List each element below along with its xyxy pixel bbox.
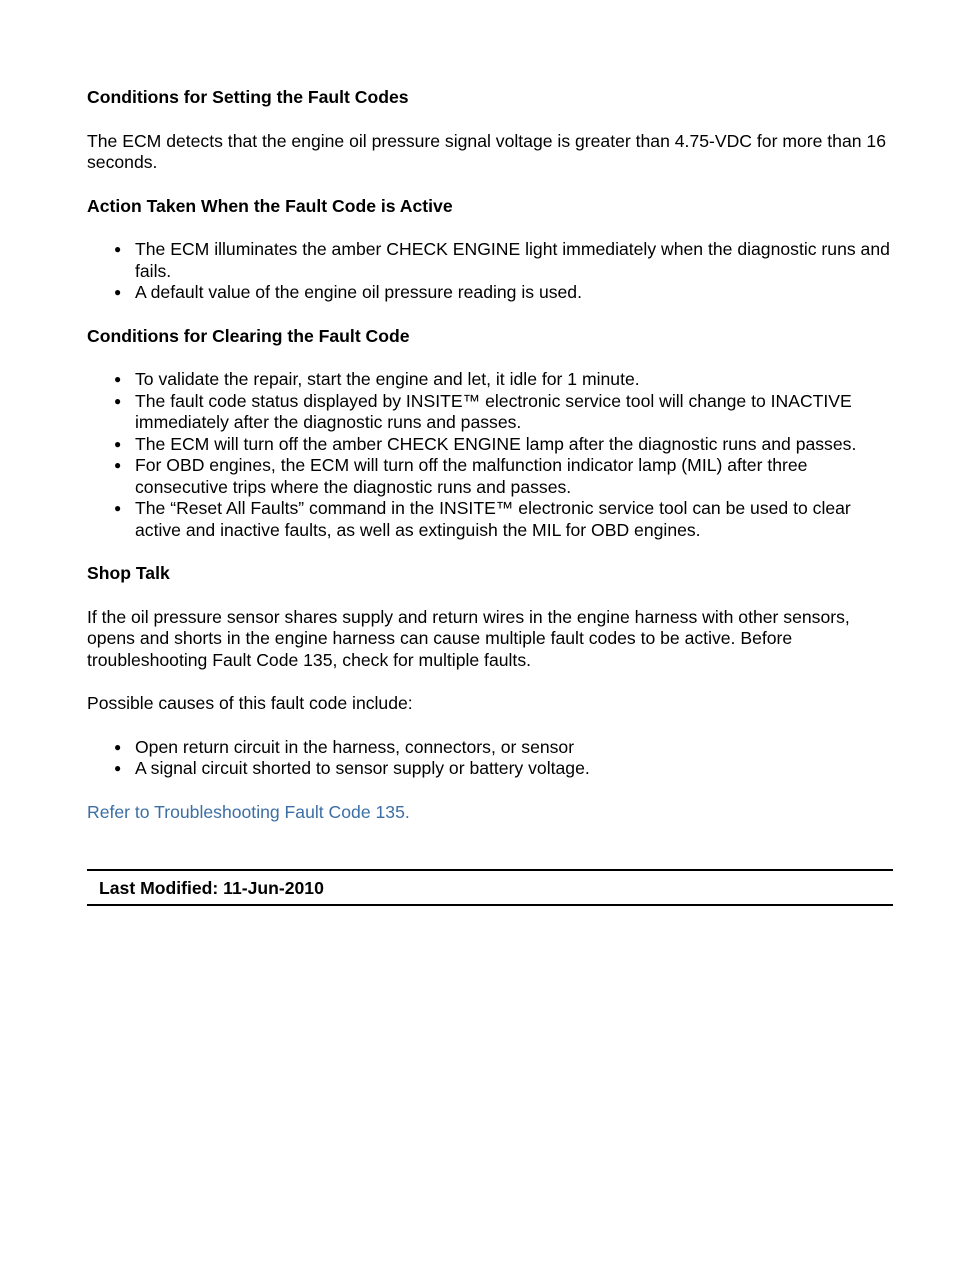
bullet-icon: ● [114, 372, 122, 386]
causes-list [87, 737, 893, 780]
setting-text: The ECM detects that the engine oil pressure signal voltage is greater than 4.75-VDC for more than 16 seconds. [87, 130, 886, 172]
list-item: ● To validate the repair, start the engine and let, it idle for 1 minute. [114, 369, 640, 389]
clearing-heading: Conditions for Clearing the Fault Code [87, 325, 410, 346]
list-item: ● A default value of the engine oil pressure reading is used. [114, 282, 582, 302]
clearing-list [87, 369, 893, 541]
bullet-icon: ● [114, 285, 122, 299]
last-modified-text: Last Modified: 11-Jun-2010 [99, 878, 324, 898]
document-body [87, 87, 893, 823]
list-item: ● The ECM will turn off the amber CHECK ENGINE lamp after the diagnostic runs and passes. [114, 433, 857, 454]
shoptalk-text: If the oil pressure sensor shares supply and return wires in the engine harness with other sensors, opens and shorts in the engine harness can cause multiple fault codes to be active. Before troubleshooting Fault Code 135, check for multiple faults. [87, 606, 850, 670]
action-list [87, 239, 893, 304]
list-item: ● A signal circuit shorted to sensor supply or battery voltage. [114, 758, 590, 778]
bullet-icon: ● [114, 436, 122, 451]
bullet-icon: ● [114, 761, 122, 775]
setting-heading: Conditions for Setting the Fault Codes [87, 87, 409, 107]
bullet-icon: ● [114, 458, 122, 472]
list-item: ● The ECM illuminates the amber CHECK ENGINE light immediately when the diagnostic runs and fails. [114, 239, 890, 281]
last-modified-bar [87, 869, 893, 906]
list-item: ● The “Reset All Faults” command in the INSITE™ electronic service tool can be used to clear active and inactive faults, as well as extinguish the MIL for OBD engines. [114, 498, 851, 540]
list-item: ● The fault code status displayed by INSITE™ electronic service tool will change to INACTIVE immediately after the diagnostic runs and passes. [114, 390, 852, 432]
list-item: ● For OBD engines, the ECM will turn off the malfunction indicator lamp (MIL) after three consecutive trips where the diagnostic runs and passes. [114, 455, 808, 497]
troubleshooting-link[interactable]: Refer to Troubleshooting Fault Code 135. [87, 801, 410, 822]
shoptalk-heading: Shop Talk [87, 563, 170, 583]
list-item: ● Open return circuit in the harness, connectors, or sensor [114, 736, 575, 757]
bullet-icon: ● [114, 242, 122, 256]
bullet-icon: ● [114, 393, 122, 408]
bullet-icon: ● [114, 739, 122, 754]
causes-intro: Possible causes of this fault code include: [87, 693, 413, 713]
action-heading: Action Taken When the Fault Code is Active [87, 195, 453, 216]
bullet-icon: ● [114, 501, 122, 515]
